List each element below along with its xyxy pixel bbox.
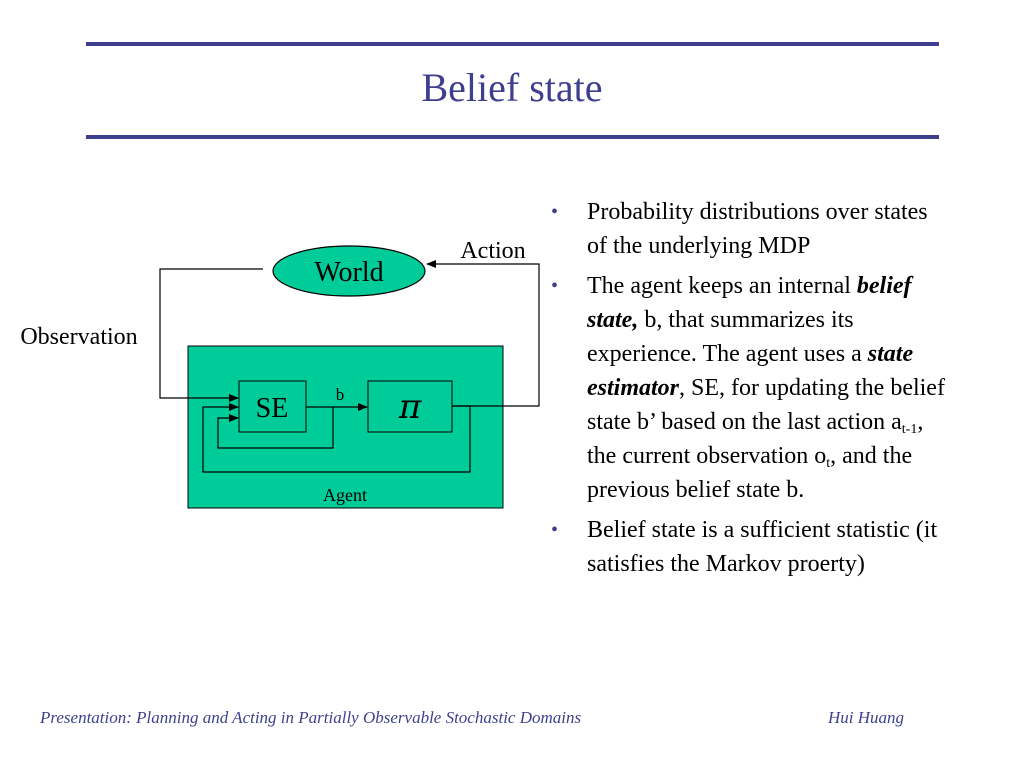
bullet-text-part: , the current observation o xyxy=(587,409,924,469)
bullet-text: Probability distributions over states of the underlying MDP xyxy=(587,199,928,259)
footer-author: Hui Huang xyxy=(828,708,905,727)
se-label: SE xyxy=(255,393,289,424)
bullet-text-part: The agent keeps an internal xyxy=(587,273,857,299)
subscript-t: t xyxy=(826,456,831,471)
bullet-item xyxy=(545,269,950,507)
emphasis-belief-state: belief state, xyxy=(587,273,912,333)
bullet-dot-icon: • xyxy=(551,519,559,541)
bullet-dot-icon: • xyxy=(551,275,559,297)
agent-label: Agent xyxy=(323,485,367,505)
bullet-dot-icon: • xyxy=(551,201,559,223)
world-label: World xyxy=(314,257,384,288)
footer-presentation-title: Presentation: Planning and Acting in Partially Observable Stochastic Domains xyxy=(40,708,582,727)
bullet-list xyxy=(545,195,950,587)
agent-box xyxy=(188,346,503,508)
action-label: Action xyxy=(460,238,526,264)
bullet-text: Belief state is a sufficient statistic (it satisfies the Markov proerty) xyxy=(587,517,938,577)
b-label: b xyxy=(335,385,345,404)
bullet-text-part: , SE, for updating the belief state b’ based on the last action a xyxy=(587,375,945,435)
observation-label: Observation xyxy=(20,324,138,350)
bullet-item xyxy=(545,513,950,581)
bullet-text-part: , and the previous belief state b. xyxy=(587,443,913,503)
emphasis-state-estimator: state estimator xyxy=(587,341,914,401)
slide-title: Belief state xyxy=(421,65,603,110)
pi-label: π xyxy=(398,387,422,427)
subscript-t-minus-1: t-1 xyxy=(901,422,918,437)
bullet-item xyxy=(545,195,950,263)
bullet-text-part: b, that summarizes its experience. The agent uses a xyxy=(587,307,868,367)
